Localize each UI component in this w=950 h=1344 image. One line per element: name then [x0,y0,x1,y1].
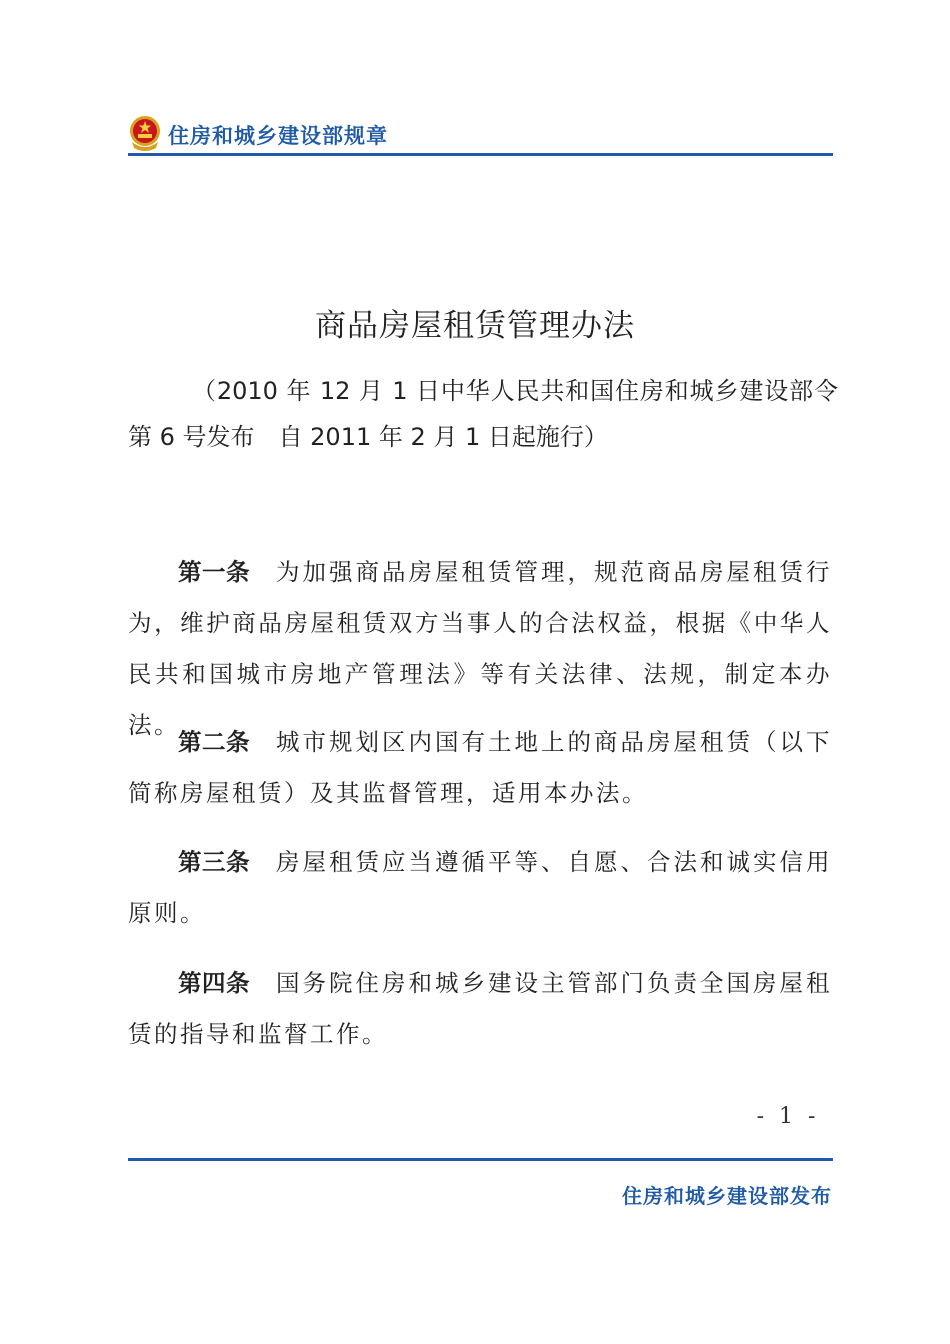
footer-divider [128,1158,833,1161]
article-text: 为加强商品房屋租赁管理，规范商品房屋租赁行为，维护商品房屋租赁双方当事人的合法权益，根据《中华人民共和国城市房地产管理法》等有关法律、法规，制定本办法。 [128,558,832,739]
article-4 [128,958,832,1060]
article-text: 国务院住房和城乡建设主管部门负责全国房屋租赁的指导和监督工作。 [128,969,832,1048]
page-header [128,114,832,156]
article-label: 第四条 [178,969,250,997]
article-label: 第二条 [178,728,250,756]
document-subtitle: （2010 年 12 月 1 日中华人民共和国住房和城乡建设部令第 6 号发布 自 2011 年 2 月 1 日起施行） [128,377,838,451]
article-3 [128,837,832,939]
article-text: 城市规划区内国有土地上的商品房屋租赁（以下简称房屋租赁）及其监督管理，适用本办法。 [128,728,832,807]
footer-publisher: 住房和城乡建设部发布 [622,1184,832,1208]
article-label: 第三条 [178,848,250,876]
article-label: 第一条 [178,558,250,586]
national-emblem-icon [128,114,162,152]
header-title: 住房和城乡建设部规章 [168,124,388,148]
page-number: - 1 - [756,1104,820,1129]
article-text: 房屋租赁应当遵循平等、自愿、合法和诚实信用原则。 [128,848,832,927]
header-divider [128,153,833,156]
article-2 [128,717,832,819]
document-title: 商品房屋租赁管理办法 [315,308,635,344]
